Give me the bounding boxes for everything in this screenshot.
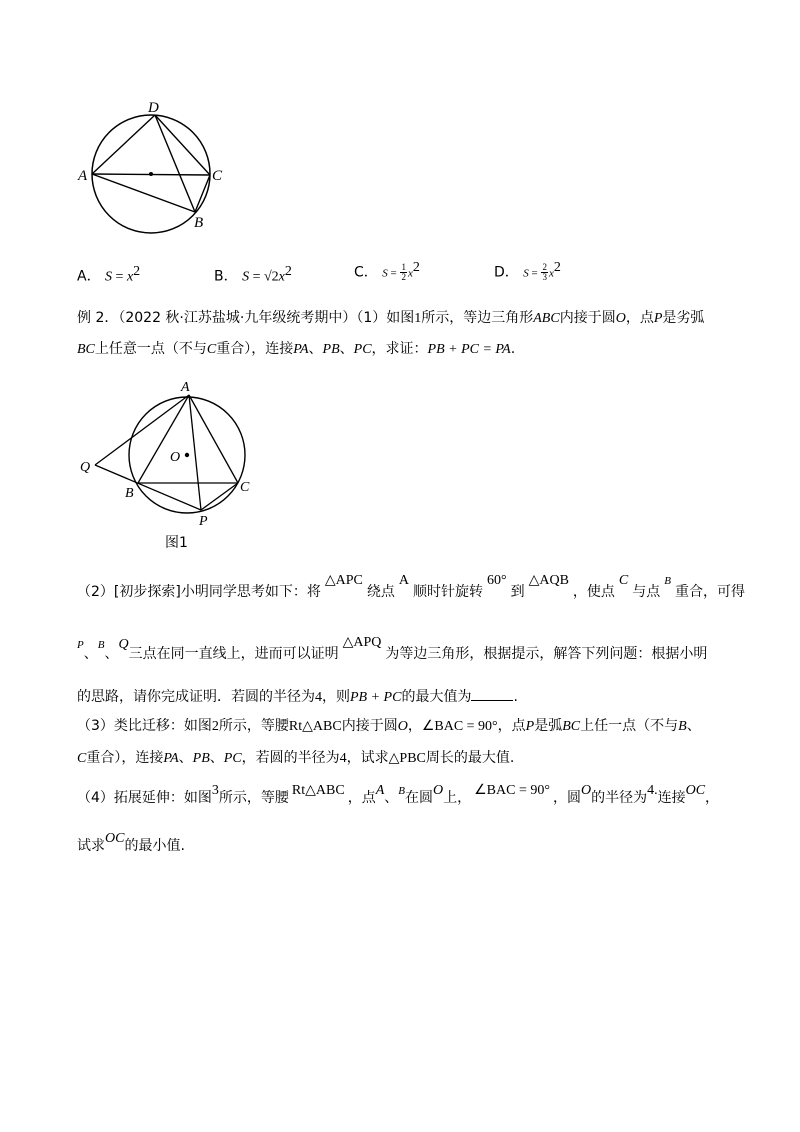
- part3-angle: ∠BAC = 90°: [421, 719, 498, 734]
- figure1-label-q: Q: [80, 460, 91, 475]
- example2-line2: [77, 339, 515, 360]
- part3-text: 上任一点（不与: [580, 718, 679, 734]
- choice-c[interactable]: [354, 258, 420, 284]
- figure1-label-p: P: [199, 514, 208, 529]
- choice-c-label: C．: [354, 264, 378, 281]
- choice-c-lhs: S: [382, 267, 388, 280]
- part2-text: ，则: [322, 689, 350, 705]
- part2-sep: 、: [104, 646, 119, 662]
- part3-triangle-pbc: △PBC: [388, 751, 426, 766]
- figure1: [78, 375, 268, 530]
- label-c: C: [212, 168, 223, 184]
- ex2-sep: 、: [339, 341, 354, 357]
- ex2-text: .: [510, 341, 516, 357]
- part4-b: B: [398, 785, 405, 797]
- part3-c: C: [77, 751, 87, 766]
- choice-d-exp: 2: [553, 260, 561, 275]
- ex2-text: 所示，等边三角形: [421, 310, 534, 326]
- part3-pa: PA: [163, 751, 179, 766]
- ex2-bc: BC: [77, 342, 95, 357]
- part2-text: ，使点: [572, 584, 615, 600]
- ex2-sep: 、: [308, 341, 323, 357]
- choice-b-eq: =: [249, 269, 264, 285]
- choice-a-expr: x: [126, 269, 134, 285]
- part4-angle: ∠BAC = 90°: [474, 783, 550, 798]
- part3-fig-num: 2: [211, 719, 219, 734]
- part2-a: A: [398, 573, 409, 588]
- choice-c-exp: 2: [412, 260, 420, 275]
- choice-a-exp: 2: [133, 264, 141, 279]
- choice-a-eq: =: [112, 269, 127, 285]
- part2-text: 的思路，请你完成证明．若圆的半径为: [77, 689, 315, 705]
- choice-d-label: D．: [494, 264, 519, 281]
- figure1-ab: [138, 395, 189, 483]
- part4-text: 连接: [657, 790, 686, 806]
- part4-radius: 4.: [647, 783, 658, 798]
- part2-apc: △APC: [324, 573, 363, 588]
- ex2-p: P: [653, 311, 663, 326]
- part2-text: 与点: [632, 584, 661, 600]
- ex2-pa: PA: [293, 342, 309, 357]
- part2-radius: 4: [315, 690, 322, 705]
- choice-c-eq: =: [387, 267, 400, 280]
- ex2-text: 例 2．（2022 秋·江苏盐城·九年级统考期中）（1）如图: [77, 310, 415, 326]
- label-a: A: [78, 168, 88, 184]
- part4-a: A: [375, 783, 385, 798]
- answer-blank[interactable]: [471, 688, 513, 701]
- choice-b-expr: x: [278, 269, 285, 285]
- part3-text: 是弧: [534, 718, 563, 734]
- part3-sep: 、: [209, 750, 224, 766]
- choice-c-num: 1: [401, 262, 406, 273]
- part3-bc: BC: [562, 719, 581, 734]
- part3-text: 所示，等腰: [218, 718, 289, 734]
- choice-b-exp: 2: [284, 264, 292, 279]
- part3-text: 重合），连接: [86, 750, 164, 766]
- segment-ad: [92, 115, 155, 174]
- choice-a-label: A．: [77, 268, 101, 285]
- part2-text: 三点在同一直线上，进而可以证明: [128, 646, 339, 662]
- part2-text: 顺时针旋转: [412, 584, 483, 600]
- segment-cb: [195, 175, 210, 212]
- part2-b: B: [664, 575, 671, 587]
- part4-sep: 、: [384, 790, 399, 806]
- choice-c-expr: x: [407, 267, 413, 280]
- part3-p: P: [525, 719, 535, 734]
- part4-text: 所示，等腰: [218, 790, 289, 806]
- part2-sum: PB + PC: [350, 690, 402, 705]
- part3-line1: [77, 716, 701, 737]
- choice-a-lhs: S: [105, 269, 113, 285]
- ex2-abc: ABC: [533, 311, 560, 326]
- part4-line1: [77, 783, 720, 809]
- ex2-pc: PC: [353, 342, 372, 357]
- part4-text: 的最小值.: [124, 838, 185, 854]
- ex2-pb: PB: [322, 342, 340, 357]
- part4-text: 的半径为: [591, 790, 648, 806]
- part4-oc: OC: [105, 831, 125, 846]
- choice-b-root: √2: [263, 269, 279, 285]
- figure1-caption: 图1: [165, 535, 188, 551]
- part2-text: .: [513, 689, 518, 705]
- figure1-cp: [201, 483, 238, 510]
- part3-text: ，若圆的半径为: [241, 750, 340, 766]
- part3-pb: PB: [192, 751, 210, 766]
- part2-p: P: [77, 639, 84, 651]
- part3-pc: PC: [223, 751, 242, 766]
- ex2-text: ，求证：: [371, 341, 428, 357]
- part4-o: O: [433, 783, 444, 798]
- ex2-text: 是劣弧: [662, 310, 705, 326]
- part3-text: 内接于圆: [341, 718, 398, 734]
- part2-line3: [77, 687, 518, 708]
- center-dot: [149, 172, 153, 176]
- ex2-text: ，点: [625, 310, 654, 326]
- part4-rt-abc: Rt△ABC: [291, 783, 345, 798]
- figure1-qp: [95, 465, 201, 510]
- part3-text: ，点: [497, 718, 526, 734]
- part4-text: ，圆: [552, 790, 581, 806]
- part2-q: Q: [118, 637, 129, 652]
- part2-text: （2）[初步探索]小明同学思考如下：将: [77, 584, 321, 600]
- part3-text: ，: [407, 718, 422, 734]
- figure1-label-c: C: [240, 480, 250, 495]
- example2-line1: [77, 308, 704, 329]
- part2-text: 的最大值为: [401, 689, 472, 705]
- ex2-c: C: [206, 342, 217, 357]
- ex2-text: 上任意一点（不与: [94, 341, 207, 357]
- choice-d-expr: x: [548, 267, 554, 280]
- ex2-equation: PB + PC = PA: [427, 342, 511, 357]
- part2-text: 绕点: [366, 584, 395, 600]
- part3-o: O: [397, 719, 408, 734]
- choice-d[interactable]: [494, 258, 561, 284]
- part2-text: 为等边三角形，根据提示，解答下列问题：根据小明: [385, 646, 708, 662]
- part4-text: （4）拓展延伸：如图: [77, 790, 212, 806]
- part4-line2: [77, 831, 185, 857]
- label-b: B: [194, 215, 204, 231]
- choice-a[interactable]: [77, 262, 140, 288]
- part2-c: C: [618, 573, 629, 588]
- part2-apq: △APQ: [342, 635, 382, 650]
- ex2-fig-num: 1: [414, 311, 422, 326]
- choice-d-eq: =: [528, 267, 541, 280]
- choice-c-den: 2: [401, 272, 406, 283]
- part3-line2: [77, 748, 514, 769]
- choice-d-num: 2: [542, 262, 547, 273]
- ex2-text: 重合），连接: [216, 341, 294, 357]
- part2-b: B: [97, 639, 105, 651]
- choice-d-lhs: S: [523, 267, 529, 280]
- label-d: D: [148, 100, 159, 116]
- part4-oc: OC: [685, 783, 706, 798]
- part4-text: 试求: [77, 838, 105, 854]
- choice-b-label: B．: [214, 268, 238, 285]
- part2-aqb: △AQB: [528, 573, 569, 588]
- figure-top-circle: [70, 90, 240, 240]
- part3-text: （3）类比迁移：如图: [77, 718, 212, 734]
- part4-text: ，点: [347, 790, 376, 806]
- part3-text: ，试求: [346, 750, 389, 766]
- figure1-label-b: B: [125, 486, 134, 501]
- part3-sep: 、: [178, 750, 193, 766]
- part2-degree: 60°: [486, 573, 507, 588]
- part4-text: 上，: [443, 790, 472, 806]
- part2-line2: [77, 635, 708, 665]
- part4-text: ，: [705, 790, 720, 806]
- ex2-text: 内接于圆: [559, 310, 616, 326]
- part3-radius: 4: [339, 751, 347, 766]
- part4-text: 在圆: [405, 790, 433, 806]
- choice-d-den: 3: [542, 272, 547, 283]
- figure1-center-dot: [185, 453, 189, 457]
- part3-rt-abc: Rt△ABC: [288, 719, 342, 734]
- figure1-label-a: A: [181, 380, 190, 395]
- ex2-o: O: [615, 311, 626, 326]
- part2-text: 到: [510, 584, 525, 600]
- segment-ab: [92, 174, 195, 212]
- part4-fig-num: 3: [211, 783, 219, 798]
- part3-b: B: [678, 719, 687, 734]
- figure1-label-o: O: [170, 450, 181, 465]
- part3-text: 周长的最大值.: [425, 750, 515, 766]
- part2-text: 重合，可得: [675, 584, 745, 600]
- part4-o: O: [580, 783, 592, 798]
- part3-text: 、: [686, 718, 701, 734]
- part2-line1: [77, 573, 745, 603]
- part2-sep: 、: [83, 646, 98, 662]
- choice-b-lhs: S: [242, 269, 250, 285]
- choice-b[interactable]: [214, 262, 292, 288]
